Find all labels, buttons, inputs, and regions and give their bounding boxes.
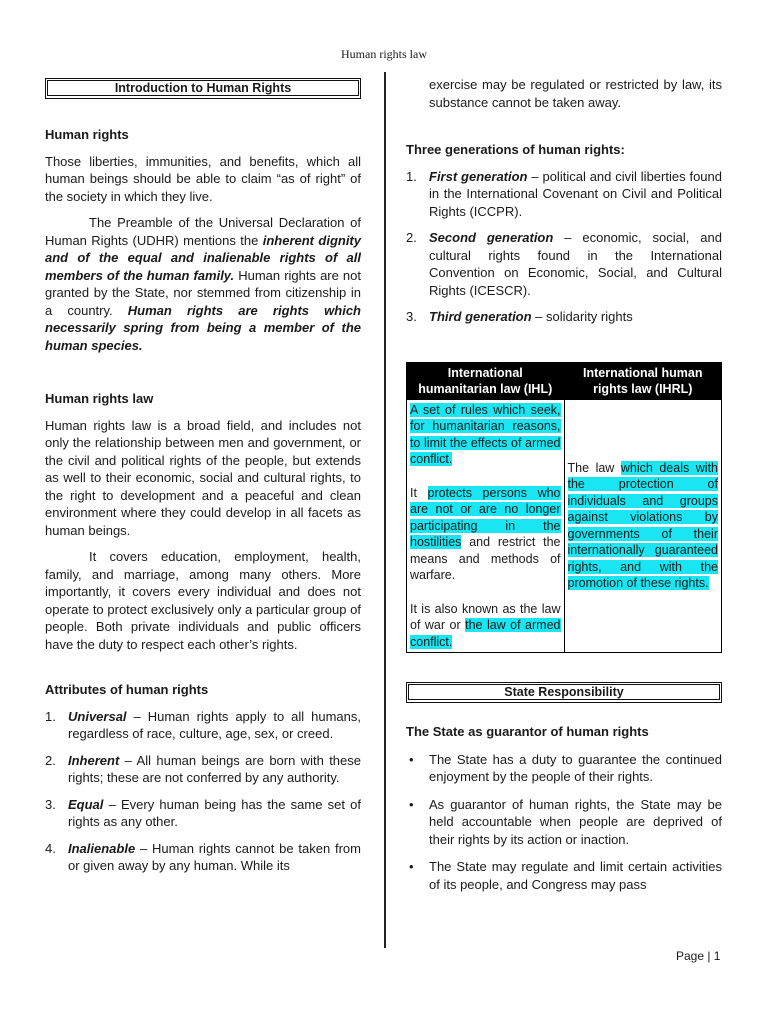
table-header-ihrl: International human rights law (IHRL) <box>564 362 722 399</box>
column-divider <box>384 72 386 948</box>
state-duties-list <box>406 751 722 894</box>
section-title: State Responsibility <box>408 684 720 700</box>
paragraph-continued: exercise may be regulated or restricted by law, its substance cannot be taken away. <box>429 77 722 110</box>
list-item: 4. Inalienable – Human rights cannot be taken from or given away by any human. While its <box>45 840 361 873</box>
heading-generations: Three generations of human rights: <box>406 142 625 157</box>
ihrl-definition: The law which deals with the protection of individuals and groups against violations by governments of their internationally guaranteed rights, and with the promotion of these rights. <box>567 460 718 591</box>
list-item: • As guarantor of human rights, the State may be held accountable when people are deprived of their rights by its action or inaction. <box>409 796 722 847</box>
table-cell-ihl <box>407 399 565 653</box>
ihl-protection: It protects persons who are not or are no longer participating in the hostilities and restrict the means and methods of warfare. <box>410 485 561 582</box>
list-item: 3. Third generation – solidarity rights <box>406 309 633 324</box>
section-title: Introduction to Human Rights <box>47 80 359 96</box>
section-title-box <box>45 78 361 99</box>
ihl-alias: It is also known as the law of war or the law of armed conflict. <box>410 601 561 649</box>
list-item: • The State may regulate and limit certain activities of its people, and Congress may pass <box>409 859 722 892</box>
list-item: • The State has a duty to guarantee the continued enjoyment by the people of their rights. <box>409 751 722 784</box>
list-item: 3. Equal – Every human being has the same set of rights as any other. <box>45 796 361 829</box>
paragraph-udhr: The Preamble of the Universal Declaration of Human Rights (UDHR) mentions the inherent dignity and of the equal and inalienable rights of all members of the human family. Human rights are not granted by the State, nor stemmed from citizenship in a country. Human rights are rights which necessarily spring from being a member of the human species. <box>45 215 361 353</box>
heading-state-guarantor: The State as guarantor of human rights <box>406 724 649 739</box>
running-header: Human rights law <box>341 47 427 61</box>
table-row <box>407 399 722 653</box>
list-item: 2. Second generation – economic, social, and cultural rights found in the International Convention on Economic, Social, and Cultural Rights (ICESCR). <box>406 230 722 298</box>
left-column <box>45 78 361 875</box>
paragraph-coverage: It covers education, employment, health, family, and marriage, among many others. More importantly, it covers every individual and does not operate to protect exclusively only a particular group of people. Both private individuals and public officers have the duty to respect each other’s rights. <box>45 549 361 652</box>
table-header-row <box>407 362 722 399</box>
table-cell-ihrl <box>564 399 722 653</box>
paragraph-definition: Those liberties, immunities, and benefits, which all human beings should be able to claim “as of right” of the society in which they live. <box>45 153 361 204</box>
generations-list <box>406 168 722 326</box>
heading-attributes: Attributes of human rights <box>45 682 209 697</box>
ihl-definition: A set of rules which seek, for humanitarian reasons, to limit the effects of armed conflict. <box>410 402 561 466</box>
heading-human-rights: Human rights <box>45 127 129 142</box>
attributes-list <box>45 708 361 875</box>
heading-human-rights-law: Human rights law <box>45 391 154 406</box>
page-number: Page | 1 <box>676 949 721 963</box>
ihl-ihrl-comparison-table <box>406 362 722 654</box>
table-header-ihl: International humanitarian law (IHL) <box>407 362 565 399</box>
paragraph-law-scope: Human rights law is a broad field, and includes not only the relationship between men and government, or the civil and political rights of the people, but extends as well to their economic, social and cultural rights, to the right to development and a peaceful and clean environment where they could develop in all facets as human beings. <box>45 417 361 538</box>
section-title-box <box>406 682 722 703</box>
list-item: 1. Universal – Human rights apply to all humans, regardless of race, culture, age, sex, or creed. <box>45 708 361 741</box>
list-item: 1. First generation – political and civil liberties found in the International Covenant on Civil and Political Rights (ICCPR). <box>406 168 722 219</box>
right-column <box>406 76 722 893</box>
list-item: 2. Inherent – All human beings are born with these rights; these are not conferred by any authority. <box>45 752 361 785</box>
